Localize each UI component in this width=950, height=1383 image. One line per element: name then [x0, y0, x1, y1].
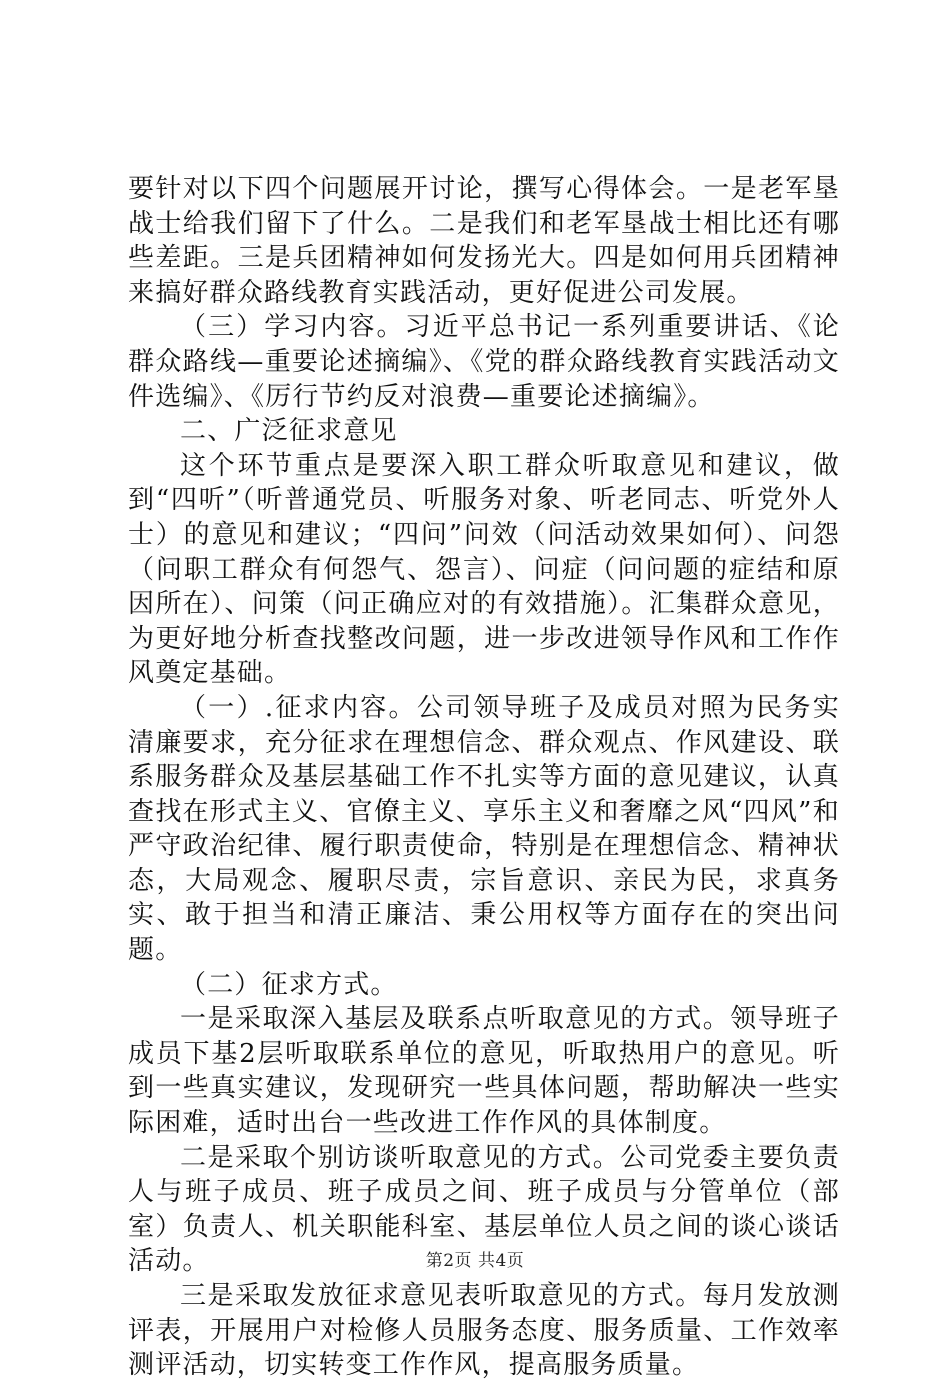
paragraph-study-content: （三）学习内容。习近平总书记一系列重要讲话、《论群众路线—重要论述摘编》、《党的群众路线教育实践活动文件选编》、《厉行节约反对浪费—重要论述摘编》。	[128, 312, 840, 412]
section-heading-solicit-opinions: 二、广泛征求意见	[180, 416, 398, 447]
paragraph-solicit-content: （一）.征求内容。公司领导班子及成员对照为民务实清廉要求，充分征求在理想信念、群众观点、作风建设、联系服务群众及基层基础工作不扎实等方面的意见建议，认真查找在形式主义、官僚主义、享乐主义和奢靡之风“四风”和严守政治纪律、履行职责使命，特别是在理想信念、精神状态，大局观念、履职尽责，宗旨意识、亲民为民，求真务实、敢于担当和清正廉洁、秉公用权等方面存在的突出问题。	[128, 692, 840, 966]
paragraph-method-one: 一是采取深入基层及联系点听取意见的方式。领导班子成员下基2层听取联系单位的意见，听取热用户的意见。听到一些真实建议，发现研究一些具体问题，帮助解决一些实际困难，适时出台一些改进工作作风的具体制度。	[128, 1004, 840, 1139]
document-body	[128, 172, 840, 1383]
page-footer: 第2页 共4页	[425, 1251, 525, 1271]
subheading-solicit-methods: （二）征求方式。	[180, 969, 398, 1000]
paragraph-solicit-focus: 这个环节重点是要深入职工群众听取意见和建议，做到“四听”（听普通党员、听服务对象、听老同志、听党外人士）的意见和建议；“四问”问效（问活动效果如何）、问怨（问职工群众有何怨气、怨言）、问症（问问题的症结和原因所在）、问策（问正确应对的有效措施）。汇集群众意见，为更好地分析查找整改问题，进一步改进领导作风和工作作风奠定基础。	[128, 450, 840, 689]
paragraph-discussion-topics: 要针对以下四个问题展开讨论，撰写心得体会。一是老军垦战士给我们留下了什么。二是我们和老军垦战士相比还有哪些差距。三是兵团精神如何发扬光大。四是如何用兵团精神来搞好群众路线教育实践活动，更好促进公司发展。	[128, 174, 840, 308]
paragraph-method-three: 三是采取发放征求意见表听取意见的方式。每月发放测评表，开展用户对检修人员服务态度、服务质量、工作效率测评活动，切实转变工作作风，提高服务质量。	[128, 1281, 840, 1381]
paragraph-method-two: 二是采取个别访谈听取意见的方式。公司党委主要负责人与班子成员、班子成员之间、班子成员与分管单位（部室）负责人、机关职能科室、基层单位人员之间的谈心谈话活动。	[128, 1142, 840, 1277]
